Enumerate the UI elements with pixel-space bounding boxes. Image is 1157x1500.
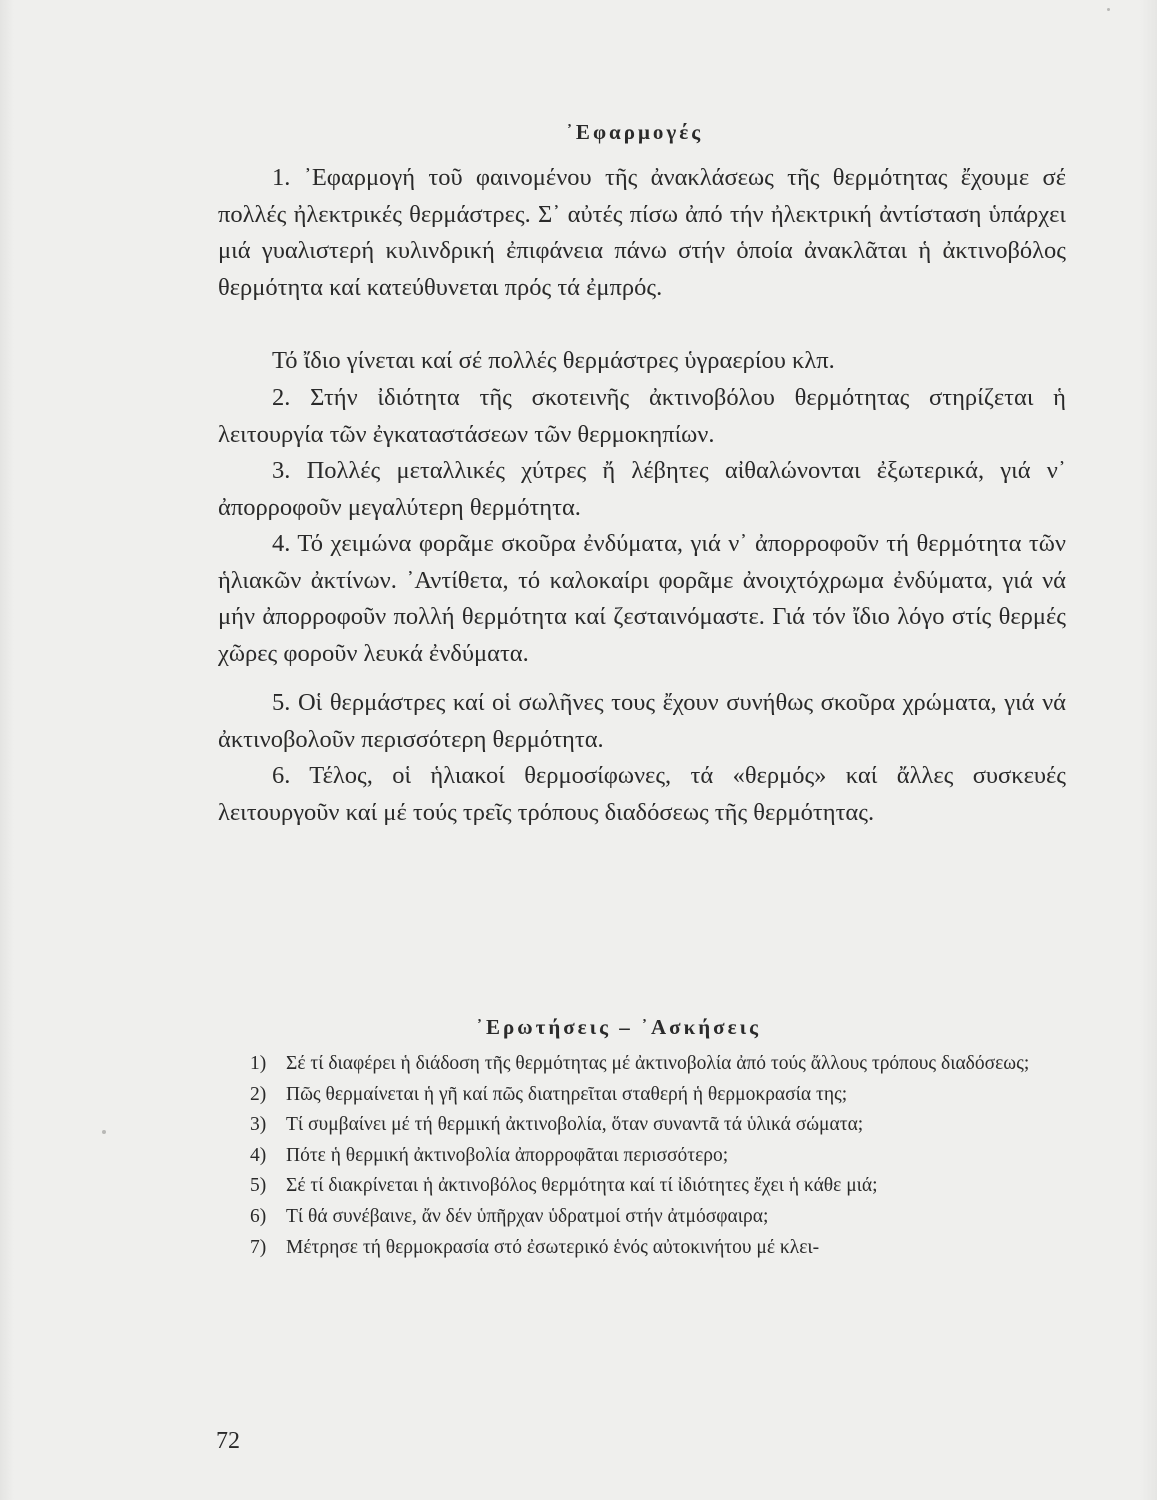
question-item <box>250 1080 1056 1111</box>
applications-paragraph-2: 2. Στήν ἰδιότητα τῆς σκοτεινῆς ἀκτινοβόλου θερμότητας στηρίζεται ἡ λειτουργία τῶν ἐγκαταστάσεων τῶν θερμοκηπίων. <box>218 384 1066 448</box>
question-text: Σέ τί διακρίνεται ἡ ἀκτινοβόλος θερμότητα καί τί ἰδιότητες ἔχει ἡ κάθε μιά; <box>286 1175 878 1197</box>
question-text: Πῶς θερμαίνεται ἡ γῆ καί πῶς διατηρεῖται σταθερή ἡ θερμοκρασία της; <box>286 1083 848 1105</box>
questions-heading: ᾿Ερωτήσεις – ᾿Ασκήσεις <box>476 1015 761 1039</box>
question-number: 2) <box>250 1083 267 1105</box>
question-text: Τί συμβαίνει μέ τή θερμική ἀκτινοβολία, ὅταν συναντᾶ τά ὑλικά σώματα; <box>286 1114 864 1136</box>
question-number: 6) <box>250 1205 267 1227</box>
question-number: 5) <box>250 1175 267 1197</box>
question-item <box>250 1233 1056 1264</box>
question-item <box>250 1110 1056 1141</box>
paper-speck <box>102 1130 106 1134</box>
questions-list <box>250 1049 1056 1263</box>
paper-speck <box>1107 8 1110 11</box>
question-text: Πότε ἡ θερμική ἀκτινοβολία ἀπορροφᾶται περισσότερο; <box>286 1144 729 1166</box>
question-text: Μέτρησε τή θερμοκρασία στό ἐσωτερικό ἑνός αὐτοκινήτου μέ κλει- <box>286 1236 820 1258</box>
applications-paragraph-4: 4. Τό χειμώνα φορᾶμε σκοῦρα ἐνδύματα, γιά ν᾿ ἀπορροφοῦν τή θερμότητα τῶν ἡλιακῶν ἀκτίνων. ᾿Αντίθετα, τό καλοκαίρι φορᾶμε ἀνοιχτόχρωμα ἐνδύματα, γιά νά μήν ἀπορροφοῦν πολλή θερμότητα καί ζεσταινόμαστε. Γιά τόν ἴδιο λόγο στίς θερμές χῶρες φοροῦν λευκά ἐνδύματα. <box>218 530 1066 667</box>
question-item <box>250 1202 1056 1233</box>
applications-paragraph-1b: Τό ἴδιο γίνεται καί σέ πολλές θερμάστρες ὑγραερίου κλπ. <box>272 347 835 374</box>
question-item <box>250 1141 1056 1172</box>
applications-paragraph-3: 3. Πολλές μεταλλικές χύτρες ἤ λέβητες αἰθαλώνονται ἐξωτερικά, γιά ν᾿ ἀπορροφοῦν μεγαλύτερη θερμότητα. <box>218 457 1066 521</box>
applications-heading: ᾿Εφαρμογές <box>565 120 704 144</box>
applications-paragraph-5: 5. Οἱ θερμάστρες καί οἱ σωλῆνες τους ἔχουν συνήθως σκοῦρα χρώματα, γιά νά ἀκτινοβολοῦν περισσότερη θερμότητα. <box>218 689 1066 753</box>
question-item <box>250 1171 1056 1202</box>
question-text: Τί θά συνέβαινε, ἄν δέν ὑπῆρχαν ὑδρατμοί στήν ἀτμόσφαιρα; <box>286 1205 769 1227</box>
question-number: 3) <box>250 1114 267 1136</box>
applications-paragraph-1: 1. ᾿Εφαρμογή τοῦ φαινομένου τῆς ἀνακλάσεως τῆς θερμότητας ἔχουμε σέ πολλές ἠλεκτρικές θερμάστρες. Σ᾿ αὐτές πίσω ἀπό τήν ἠλεκτρική ἀντίσταση ὑπάρχει μιά γυαλιστερή κυλινδρική ἐπιφάνεια πάνω στήν ὁποία ἀνακλᾶται ἡ ἀκτινοβόλος θερμότητα καί κατεύθυνεται πρός τά ἐμπρός. <box>218 164 1066 301</box>
question-text: Σέ τί διαφέρει ἡ διάδοση τῆς θερμότητας μέ ἀκτινοβολία ἀπό τούς ἄλλους τρόπους διαδόσεως; <box>286 1053 1030 1074</box>
question-number: 1) <box>250 1053 267 1074</box>
question-number: 7) <box>250 1236 267 1258</box>
applications-paragraph-6: 6. Τέλος, οἱ ἡλιακοί θερμοσίφωνες, τά «θερμός» καί ἄλλες συσκευές λειτουργοῦν καί μέ τούς τρεῖς τρόπους διαδόσεως τῆς θερμότητας. <box>218 762 1066 826</box>
page-number: 72 <box>216 1428 240 1454</box>
question-number: 4) <box>250 1144 267 1166</box>
question-item <box>250 1049 1056 1080</box>
